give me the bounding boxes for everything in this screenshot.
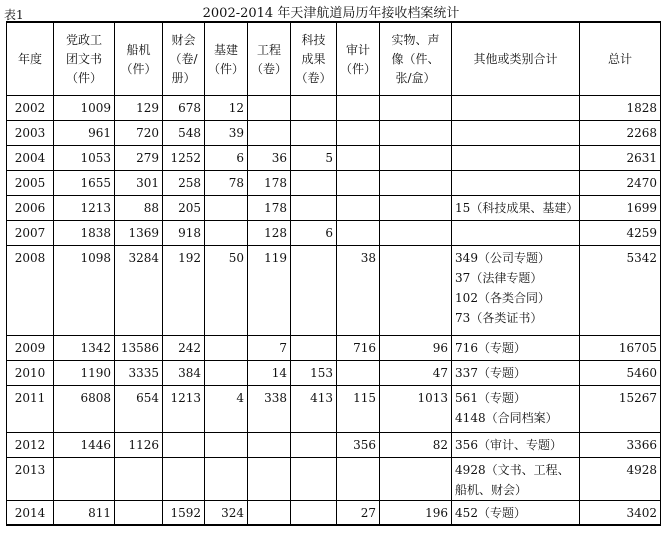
party-cell: 1213 <box>54 196 115 221</box>
ship-cell: 88 <box>115 196 163 221</box>
other-line: 73（各类证书） <box>455 311 543 325</box>
engineering-cell <box>248 433 291 458</box>
physical-cell <box>380 146 452 171</box>
audit-cell <box>337 171 380 196</box>
construction-cell <box>205 336 248 361</box>
header-line: （件） <box>120 61 157 76</box>
header-finance <box>163 22 205 96</box>
engineering-cell: 119 <box>248 246 291 336</box>
header-line: （件） <box>208 61 245 76</box>
other-cell <box>452 433 580 458</box>
engineering-cell <box>248 458 291 501</box>
tech-cell: 6 <box>291 221 337 246</box>
tech-cell <box>291 171 337 196</box>
tech-cell <box>291 96 337 121</box>
header-audit <box>337 22 380 96</box>
tech-cell <box>291 336 337 361</box>
total-cell: 4259 <box>580 221 661 246</box>
party-cell: 1342 <box>54 336 115 361</box>
header-construction <box>205 22 248 96</box>
engineering-cell: 178 <box>248 171 291 196</box>
party-cell: 961 <box>54 121 115 146</box>
physical-cell <box>380 221 452 246</box>
construction-cell <box>205 458 248 501</box>
other-line: 15（科技成果、基建） <box>455 201 579 215</box>
table-row <box>7 246 661 336</box>
party-cell: 1446 <box>54 433 115 458</box>
table-row <box>7 171 661 196</box>
other-cell <box>452 386 580 433</box>
header-line: 实物、声 <box>391 33 440 47</box>
total-cell: 2268 <box>580 121 661 146</box>
finance-cell <box>163 458 205 501</box>
construction-cell <box>205 221 248 246</box>
other-line: 716（专题） <box>455 341 526 355</box>
year-cell: 2014 <box>7 501 54 526</box>
total-cell: 1699 <box>580 196 661 221</box>
finance-cell: 192 <box>163 246 205 336</box>
header-line: （卷/ <box>169 52 198 66</box>
other-cell <box>452 196 580 221</box>
engineering-cell: 338 <box>248 386 291 433</box>
header-line: 年度 <box>17 52 42 66</box>
year-cell: 2004 <box>7 146 54 171</box>
party-cell: 1655 <box>54 171 115 196</box>
header-other <box>452 22 580 96</box>
finance-cell: 1592 <box>163 501 205 526</box>
header-line: （件） <box>65 71 102 85</box>
header-row <box>7 22 661 96</box>
construction-cell <box>205 433 248 458</box>
construction-cell: 50 <box>205 246 248 336</box>
header-total <box>580 22 661 96</box>
finance-cell: 205 <box>163 196 205 221</box>
other-line: 337（专题） <box>455 366 526 380</box>
finance-cell: 548 <box>163 121 205 146</box>
tech-cell: 5 <box>291 146 337 171</box>
finance-cell: 1213 <box>163 386 205 433</box>
table-title: 2002-2014 年天津航道局历年接收档案统计 <box>202 6 460 21</box>
other-line: 4148（合同档案） <box>455 411 558 425</box>
year-cell: 2010 <box>7 361 54 386</box>
total-cell: 3402 <box>580 501 661 526</box>
construction-cell: 78 <box>205 171 248 196</box>
other-cell <box>452 146 580 171</box>
construction-cell <box>205 196 248 221</box>
ship-cell: 129 <box>115 96 163 121</box>
physical-cell <box>380 196 452 221</box>
engineering-cell: 128 <box>248 221 291 246</box>
header-line: 科技 <box>301 33 326 47</box>
construction-cell: 12 <box>205 96 248 121</box>
header-line: 审计 <box>346 42 371 57</box>
other-cell <box>452 121 580 146</box>
finance-cell <box>163 433 205 458</box>
total-cell: 15267 <box>580 386 661 433</box>
year-cell: 2005 <box>7 171 54 196</box>
header-line: 其他或类别合计 <box>473 52 558 66</box>
physical-cell <box>380 96 452 121</box>
physical-cell: 1013 <box>380 386 452 433</box>
header-line: 工程 <box>257 42 282 57</box>
engineering-cell <box>248 121 291 146</box>
other-line: 船机、财会） <box>455 483 528 497</box>
header-line: 张/盒） <box>395 71 436 85</box>
tech-cell: 153 <box>291 361 337 386</box>
party-cell: 1053 <box>54 146 115 171</box>
party-cell: 1098 <box>54 246 115 336</box>
year-cell: 2002 <box>7 96 54 121</box>
other-cell <box>452 336 580 361</box>
year-cell: 2003 <box>7 121 54 146</box>
other-line: 4928（文书、工程、 <box>455 463 570 477</box>
year-cell: 2013 <box>7 458 54 501</box>
audit-cell <box>337 96 380 121</box>
header-ship <box>115 22 163 96</box>
ship-cell: 1369 <box>115 221 163 246</box>
engineering-cell: 14 <box>248 361 291 386</box>
total-cell: 5460 <box>580 361 661 386</box>
header-line: 基建 <box>214 42 239 57</box>
header-line: 党政工 <box>65 33 102 47</box>
year-cell: 2008 <box>7 246 54 336</box>
header-line: （卷） <box>251 61 288 76</box>
engineering-cell <box>248 96 291 121</box>
year-cell: 2009 <box>7 336 54 361</box>
other-cell <box>452 246 580 336</box>
other-line: 349（公司专题） <box>455 251 550 265</box>
tech-cell <box>291 196 337 221</box>
construction-cell: 6 <box>205 146 248 171</box>
party-cell: 6808 <box>54 386 115 433</box>
ship-cell: 720 <box>115 121 163 146</box>
ship-cell <box>115 458 163 501</box>
ship-cell <box>115 501 163 526</box>
table-row <box>7 361 661 386</box>
header-line: 团文书 <box>65 52 102 66</box>
tech-cell <box>291 121 337 146</box>
physical-cell <box>380 458 452 501</box>
ship-cell: 3335 <box>115 361 163 386</box>
audit-cell: 115 <box>337 386 380 433</box>
ship-cell: 13586 <box>115 336 163 361</box>
audit-cell <box>337 361 380 386</box>
other-line: 37（法律专题） <box>455 271 543 285</box>
header-tech <box>291 22 337 96</box>
construction-cell: 324 <box>205 501 248 526</box>
table-row <box>7 121 661 146</box>
audit-cell: 356 <box>337 433 380 458</box>
total-cell: 16705 <box>580 336 661 361</box>
other-line: 452（专题） <box>455 506 526 520</box>
engineering-cell: 7 <box>248 336 291 361</box>
table-row <box>7 458 661 501</box>
header-party <box>54 22 115 96</box>
table-row <box>7 433 661 458</box>
physical-cell <box>380 171 452 196</box>
party-cell: 1009 <box>54 96 115 121</box>
finance-cell: 918 <box>163 221 205 246</box>
table-row <box>7 386 661 433</box>
table-row <box>7 146 661 171</box>
ship-cell: 3284 <box>115 246 163 336</box>
table-body <box>7 96 661 526</box>
engineering-cell <box>248 501 291 526</box>
other-line: 561（专题） <box>455 391 526 405</box>
ship-cell: 1126 <box>115 433 163 458</box>
audit-cell: 716 <box>337 336 380 361</box>
header-line: 像（件、 <box>391 52 440 66</box>
other-cell <box>452 96 580 121</box>
tech-cell <box>291 433 337 458</box>
other-line: 356（审计、专题） <box>455 438 562 452</box>
audit-cell <box>337 221 380 246</box>
tech-cell <box>291 501 337 526</box>
construction-cell <box>205 361 248 386</box>
physical-cell <box>380 121 452 146</box>
table-label: 表1 <box>4 8 24 22</box>
party-cell <box>54 458 115 501</box>
other-cell <box>452 458 580 501</box>
header-line: 船机 <box>126 42 151 57</box>
audit-cell <box>337 121 380 146</box>
total-cell: 5342 <box>580 246 661 336</box>
total-cell: 2470 <box>580 171 661 196</box>
header-physical <box>380 22 452 96</box>
audit-cell: 27 <box>337 501 380 526</box>
other-line: 102（各类合同） <box>455 291 550 305</box>
total-cell: 3366 <box>580 433 661 458</box>
physical-cell: 82 <box>380 433 452 458</box>
party-cell: 1190 <box>54 361 115 386</box>
ship-cell: 279 <box>115 146 163 171</box>
year-cell: 2011 <box>7 386 54 433</box>
table-row <box>7 221 661 246</box>
header-year <box>7 22 54 96</box>
party-cell: 1838 <box>54 221 115 246</box>
finance-cell: 242 <box>163 336 205 361</box>
construction-cell: 4 <box>205 386 248 433</box>
other-cell <box>452 171 580 196</box>
audit-cell <box>337 458 380 501</box>
physical-cell: 196 <box>380 501 452 526</box>
party-cell: 811 <box>54 501 115 526</box>
other-cell <box>452 361 580 386</box>
header-engineering <box>248 22 291 96</box>
audit-cell <box>337 196 380 221</box>
table-row <box>7 196 661 221</box>
header-line: 总计 <box>608 52 633 66</box>
construction-cell: 39 <box>205 121 248 146</box>
engineering-cell: 178 <box>248 196 291 221</box>
physical-cell: 47 <box>380 361 452 386</box>
tech-cell <box>291 458 337 501</box>
header-line: 财会 <box>171 33 196 47</box>
ship-cell: 301 <box>115 171 163 196</box>
finance-cell: 384 <box>163 361 205 386</box>
year-cell: 2007 <box>7 221 54 246</box>
tech-cell <box>291 246 337 336</box>
physical-cell: 96 <box>380 336 452 361</box>
finance-cell: 258 <box>163 171 205 196</box>
tech-cell: 413 <box>291 386 337 433</box>
year-cell: 2006 <box>7 196 54 221</box>
total-cell: 2631 <box>580 146 661 171</box>
audit-cell: 38 <box>337 246 380 336</box>
table-row <box>7 336 661 361</box>
table-row <box>7 96 661 121</box>
other-cell <box>452 221 580 246</box>
header-line: 册） <box>171 71 196 85</box>
header-line: （件） <box>340 61 377 76</box>
header-line: 成果（卷） <box>295 52 332 85</box>
archive-statistics-table <box>6 21 661 526</box>
ship-cell: 654 <box>115 386 163 433</box>
physical-cell <box>380 246 452 336</box>
table-row <box>7 501 661 526</box>
finance-cell: 678 <box>163 96 205 121</box>
year-cell: 2012 <box>7 433 54 458</box>
total-cell: 4928 <box>580 458 661 501</box>
total-cell: 1828 <box>580 96 661 121</box>
audit-cell <box>337 146 380 171</box>
finance-cell: 1252 <box>163 146 205 171</box>
other-cell <box>452 501 580 526</box>
engineering-cell: 36 <box>248 146 291 171</box>
